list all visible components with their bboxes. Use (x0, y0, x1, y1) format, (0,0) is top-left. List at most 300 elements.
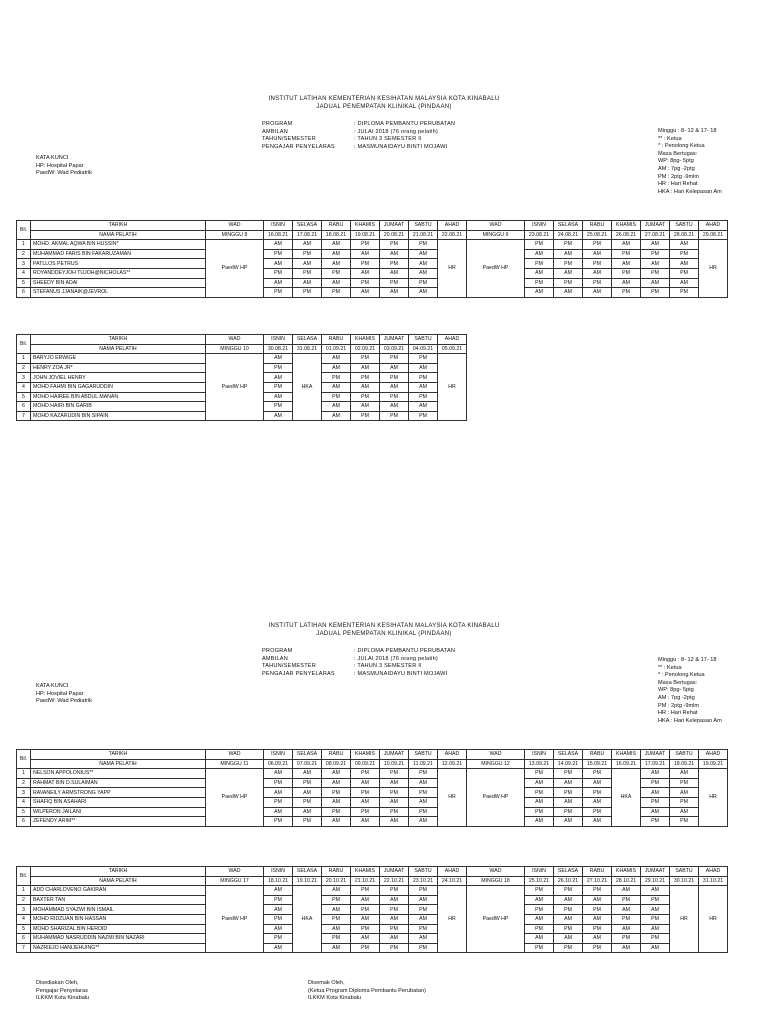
shift-cell: PM (409, 807, 438, 817)
rest-day-cell: HR (670, 886, 699, 953)
shift-cell: AM (322, 778, 351, 788)
date-header: 11.09.21 (409, 759, 438, 769)
trainee-name: PATLLOS PETRUS (31, 259, 206, 269)
shift-cell: AM (409, 778, 438, 788)
legend-line: Masa Bertugas: (658, 150, 698, 157)
date-header: 29.08.21 (699, 230, 728, 240)
tarikh-header: TARIKH (31, 750, 206, 760)
holiday-cell: HKA (293, 354, 322, 421)
shift-cell: AM (322, 249, 351, 259)
day-header: KHAMIS (612, 221, 641, 231)
kata-kunci (36, 155, 92, 178)
program-info (262, 648, 455, 678)
nama-header: NAMA PELATIH (31, 344, 206, 354)
row-number: 1 (17, 354, 31, 364)
day-header: ISNIN (525, 867, 554, 877)
shift-cell: PM (554, 924, 583, 934)
date-header: 17.09.21 (641, 759, 670, 769)
footer-line: ILKKM Kota Kinabalu (308, 995, 362, 1002)
day-header: AHAD (438, 750, 467, 760)
shift-cell: AM (380, 402, 409, 412)
wad-header: WAD (206, 221, 264, 231)
shift-cell: AM (351, 895, 380, 905)
ward-cell: PaedW HP (467, 240, 525, 298)
ward-cell: PaedW HP (206, 886, 264, 953)
date-header: 16.08.21 (264, 230, 293, 240)
shift-cell: PM (641, 797, 670, 807)
table-row (17, 249, 728, 259)
shift-cell: PM (264, 895, 293, 905)
shift-cell: PM (525, 240, 554, 250)
date-header: 22.08.21 (438, 230, 467, 240)
info-key: PROGRAM (262, 648, 293, 654)
row-number: 6 (17, 288, 31, 298)
kata-kunci (36, 683, 92, 706)
shift-cell: AM (409, 288, 438, 298)
legend-line: PM : 2ptg -9mlm (658, 702, 700, 709)
shift-cell: PM (264, 817, 293, 827)
shift-cell: AM (380, 914, 409, 924)
info-key: PROGRAM (262, 121, 293, 127)
shift-cell: PM (351, 411, 380, 421)
info-value: : MASMUNAIDAYU BINTI MOJAWI (354, 670, 448, 677)
day-header: JUMAAT (380, 750, 409, 760)
shift-cell: PM (641, 288, 670, 298)
shift-cell: PM (380, 905, 409, 915)
shift-cell: AM (322, 363, 351, 373)
day-header: JUMAAT (380, 221, 409, 231)
trainee-name: HENRY ZOA JR* (31, 363, 206, 373)
row-number: 6 (17, 934, 31, 944)
shift-cell: AM (409, 268, 438, 278)
day-header: SELASA (554, 221, 583, 231)
shift-cell: PM (670, 268, 699, 278)
shift-cell: AM (612, 943, 641, 953)
trainee-name: MOHAMMAD SYAZWI BIN ISMAIL (31, 905, 206, 915)
shift-cell: AM (583, 817, 612, 827)
day-header: AHAD (699, 750, 728, 760)
day-header: KHAMIS (612, 750, 641, 760)
day-header: ISNIN (525, 221, 554, 231)
rest-day-cell: HR (438, 769, 467, 827)
shift-cell: AM (409, 249, 438, 259)
shift-cell: PM (264, 797, 293, 807)
program-info (262, 121, 455, 151)
shift-cell: PM (380, 807, 409, 817)
shift-cell: PM (409, 354, 438, 364)
trainee-name: JOHN JOVIEL HENRY (31, 373, 206, 383)
row-number: 7 (17, 943, 31, 953)
row-number: 6 (17, 817, 31, 827)
shift-cell: PM (380, 788, 409, 798)
shift-cell: AM (583, 249, 612, 259)
nama-header: NAMA PELATIH (31, 876, 206, 886)
shift-cell: AM (409, 934, 438, 944)
shift-cell: PM (322, 807, 351, 817)
date-header: 14.09.21 (554, 759, 583, 769)
shift-cell: AM (380, 797, 409, 807)
shift-cell: PM (583, 769, 612, 779)
shift-cell: PM (409, 411, 438, 421)
shift-cell: PM (612, 249, 641, 259)
trainee-name: MOHD FAHMI BIN GAGARUDDIN (31, 382, 206, 392)
shift-cell: AM (264, 788, 293, 798)
date-header: 19.10.21 (293, 876, 322, 886)
shift-cell: AM (525, 268, 554, 278)
legend-line: PM : 2ptg -9mlm (658, 173, 700, 180)
day-header: RABU (322, 750, 351, 760)
day-header: AHAD (699, 867, 728, 877)
legend (658, 128, 722, 196)
shift-cell: PM (554, 259, 583, 269)
shift-cell: AM (525, 895, 554, 905)
shift-cell: AM (583, 797, 612, 807)
date-header: 20.10.21 (322, 876, 351, 886)
date-header: 19.08.21 (351, 230, 380, 240)
shift-cell: AM (264, 392, 293, 402)
schedule-table (16, 866, 728, 953)
day-header: ISNIN (525, 750, 554, 760)
shift-cell: AM (264, 769, 293, 779)
date-header: 06.09.21 (264, 759, 293, 769)
date-header: 05.09.21 (438, 344, 467, 354)
shift-cell: PM (670, 797, 699, 807)
shift-cell: PM (583, 807, 612, 817)
shift-cell: PM (380, 240, 409, 250)
shift-cell: AM (554, 914, 583, 924)
tarikh-header: TARIKH (31, 335, 206, 345)
info-value: : JULAI 2018 (76 orang pelatih) (354, 128, 438, 135)
date-header: 03.09.21 (380, 344, 409, 354)
shift-cell: PM (380, 259, 409, 269)
date-header: 28.10.21 (612, 876, 641, 886)
date-header: 31.10.21 (699, 876, 728, 886)
shift-cell: PM (351, 788, 380, 798)
trainee-name: MOHD KAZARUDIN BIN SIPAIN (31, 411, 206, 421)
info-key: AMBILAN (262, 655, 288, 662)
day-header: RABU (583, 750, 612, 760)
day-header: AHAD (438, 867, 467, 877)
week-label: MINGGU 9 (467, 230, 525, 240)
date-header: 16.09.21 (612, 759, 641, 769)
wad-header: WAD (206, 335, 264, 345)
shift-cell: AM (380, 288, 409, 298)
shift-cell: PM (322, 895, 351, 905)
shift-cell: AM (322, 797, 351, 807)
shift-cell: AM (583, 778, 612, 788)
table-row (17, 354, 467, 364)
shift-cell: AM (322, 402, 351, 412)
day-header: JUMAAT (641, 867, 670, 877)
trainee-name: BARYJO ERWIGE (31, 354, 206, 364)
day-header: SELASA (554, 750, 583, 760)
schedule-table (16, 334, 467, 421)
shift-cell: AM (525, 934, 554, 944)
trainee-name: MOHD HAIRI BIN GARIB (31, 402, 206, 412)
rest-day-cell: HR (438, 354, 467, 421)
shift-cell: AM (641, 240, 670, 250)
holiday-cell: HKA (293, 886, 322, 953)
date-header: 02.09.21 (351, 344, 380, 354)
trainee-name: SHEEDY BIN ADAI (31, 278, 206, 288)
shift-cell: PM (554, 886, 583, 896)
legend (658, 657, 722, 725)
bil-header: Bil. (17, 221, 31, 240)
day-header: RABU (322, 867, 351, 877)
shift-cell: AM (641, 278, 670, 288)
kata-line: PaedW: Wad Pediatrik (36, 698, 92, 705)
shift-cell: AM (322, 354, 351, 364)
day-header: RABU (322, 335, 351, 345)
day-header: JUMAAT (380, 335, 409, 345)
row-number: 2 (17, 249, 31, 259)
shift-cell: PM (670, 288, 699, 298)
date-header: 23.08.21 (525, 230, 554, 240)
date-header: 26.10.21 (554, 876, 583, 886)
wad-header: WAD (206, 750, 264, 760)
day-header: AHAD (438, 335, 467, 345)
day-header: ISNIN (264, 221, 293, 231)
shift-cell: AM (351, 268, 380, 278)
table-row (17, 934, 728, 944)
legend-line: ** : Ketua (658, 135, 682, 142)
shift-cell: PM (293, 797, 322, 807)
legend-line: Masa Bertugas: (658, 679, 698, 686)
day-header: SABTU (670, 750, 699, 760)
shift-cell: PM (293, 778, 322, 788)
shift-cell: PM (322, 914, 351, 924)
trainee-name: MOHD HAIREE BIN ABDUL MANAN (31, 392, 206, 402)
shift-cell: AM (641, 259, 670, 269)
date-header: 25.08.21 (583, 230, 612, 240)
shift-cell: AM (351, 778, 380, 788)
date-header: 13.09.21 (525, 759, 554, 769)
shift-cell: AM (264, 354, 293, 364)
shift-cell: AM (264, 259, 293, 269)
shift-cell: AM (264, 373, 293, 383)
date-header: 30.08.21 (264, 344, 293, 354)
shift-cell: PM (380, 769, 409, 779)
shift-cell: PM (351, 240, 380, 250)
date-header: 15.09.21 (583, 759, 612, 769)
shift-cell: AM (670, 788, 699, 798)
shift-cell: PM (525, 807, 554, 817)
trainee-name: ROYANDDEYJOH TUJOH@NICHOLAS** (31, 268, 206, 278)
bil-header: Bil. (17, 867, 31, 886)
rest-day-cell: HR (699, 886, 728, 953)
shift-cell: PM (641, 895, 670, 905)
week-label: MINGGU 10 (206, 344, 264, 354)
shift-cell: PM (351, 392, 380, 402)
wad-header: WAD (467, 867, 525, 877)
shift-cell: PM (583, 924, 612, 934)
shift-cell: PM (409, 886, 438, 896)
shift-cell: AM (380, 895, 409, 905)
shift-cell: PM (380, 278, 409, 288)
trainee-name: MOHD RIDZUAN BIN HASSAN (31, 914, 206, 924)
tarikh-header: TARIKH (31, 867, 206, 877)
table-row (17, 278, 728, 288)
ward-cell: PaedW HP (467, 886, 525, 953)
shift-cell: PM (583, 240, 612, 250)
day-header: SABTU (409, 335, 438, 345)
date-header: 04.09.21 (409, 344, 438, 354)
rest-day-cell: HR (438, 240, 467, 298)
shift-cell: PM (583, 886, 612, 896)
shift-cell: AM (293, 278, 322, 288)
shift-cell: AM (264, 924, 293, 934)
shift-cell: PM (612, 288, 641, 298)
shift-cell: PM (351, 278, 380, 288)
trainee-name: RAVANEILY ARMSTRONG YAPP (31, 788, 206, 798)
shift-cell: AM (351, 797, 380, 807)
row-number: 1 (17, 769, 31, 779)
shift-cell: PM (641, 778, 670, 788)
shift-cell: PM (554, 807, 583, 817)
shift-cell: AM (264, 905, 293, 915)
shift-cell: AM (554, 895, 583, 905)
shift-cell: PM (409, 905, 438, 915)
shift-cell: AM (641, 943, 670, 953)
shift-cell: AM (351, 934, 380, 944)
day-header: RABU (322, 221, 351, 231)
shift-cell: PM (525, 905, 554, 915)
rest-day-cell: HR (699, 240, 728, 298)
trainee-name: STEFANUS JJANAIK@JEVROL (31, 288, 206, 298)
shift-cell: PM (525, 259, 554, 269)
shift-cell: PM (351, 373, 380, 383)
date-header: 21.10.21 (351, 876, 380, 886)
shift-cell: PM (670, 249, 699, 259)
shift-cell: PM (380, 924, 409, 934)
shift-cell: AM (583, 288, 612, 298)
trainee-name: WILPERON JAILANI (31, 807, 206, 817)
trainee-name: ADD CHARLDVENO GAKIRAN (31, 886, 206, 896)
day-header: SABTU (670, 221, 699, 231)
date-header: 26.08.21 (612, 230, 641, 240)
table-row (17, 268, 728, 278)
shift-cell: AM (409, 797, 438, 807)
trainee-name: MOHD SHARIZAL BIN HEROID (31, 924, 206, 934)
day-header: SELASA (554, 867, 583, 877)
day-header: KHAMIS (351, 221, 380, 231)
info-value: : DIPLOMA PEMBANTU PERUBATAN (354, 648, 456, 654)
shift-cell: AM (670, 769, 699, 779)
legend-line: HR : Hari Rehat (658, 181, 698, 188)
shift-cell: AM (525, 914, 554, 924)
shift-cell: AM (583, 895, 612, 905)
row-number: 4 (17, 797, 31, 807)
shift-cell: AM (293, 769, 322, 779)
day-header: SABTU (670, 867, 699, 877)
shift-cell: AM (322, 924, 351, 934)
trainee-name: RAHMAT BIN D.SULAIMAN (31, 778, 206, 788)
shift-cell: PM (525, 278, 554, 288)
row-number: 2 (17, 778, 31, 788)
shift-cell: AM (293, 240, 322, 250)
week-label: MINGGU 18 (467, 876, 525, 886)
shift-cell: PM (264, 363, 293, 373)
shift-cell: AM (612, 886, 641, 896)
info-key: PENGAJAR PENYELARAS (262, 143, 335, 150)
shift-cell: PM (322, 934, 351, 944)
shift-cell: PM (583, 788, 612, 798)
shift-cell: PM (351, 886, 380, 896)
row-number: 4 (17, 268, 31, 278)
trainee-name: MUHAMMAD FARIS BIN FAKARUZAMAN (31, 249, 206, 259)
shift-cell: AM (264, 886, 293, 896)
shift-cell: PM (612, 268, 641, 278)
info-key: PENGAJAR PENYELARAS (262, 670, 335, 677)
table-row (17, 924, 728, 934)
day-header: AHAD (699, 221, 728, 231)
week-label: MINGGU 12 (467, 759, 525, 769)
shift-cell: PM (583, 943, 612, 953)
shift-cell: AM (351, 817, 380, 827)
date-header: 27.08.21 (641, 230, 670, 240)
week-label: MINGGU 17 (206, 876, 264, 886)
shift-cell: PM (351, 905, 380, 915)
row-number: 4 (17, 914, 31, 924)
trainee-name: SHAFIQ BIN ASAHARI (31, 797, 206, 807)
rest-day-cell: HR (699, 769, 728, 827)
shift-cell: AM (583, 914, 612, 924)
shift-cell: PM (583, 259, 612, 269)
date-header: 23.10.21 (409, 876, 438, 886)
date-header: 30.10.21 (670, 876, 699, 886)
shift-cell: AM (612, 240, 641, 250)
row-number: 2 (17, 895, 31, 905)
shift-cell: AM (293, 807, 322, 817)
holiday-cell: HKA (612, 769, 641, 827)
schedule-table (16, 220, 728, 298)
shift-cell: PM (612, 934, 641, 944)
shift-cell: PM (409, 240, 438, 250)
shift-cell: PM (293, 249, 322, 259)
day-header: AHAD (438, 221, 467, 231)
shift-cell: PM (264, 249, 293, 259)
legend-line: HR : Hari Rehat (658, 710, 698, 717)
shift-cell: AM (322, 240, 351, 250)
shift-cell: PM (322, 788, 351, 798)
table-row (17, 886, 728, 896)
shift-cell: AM (264, 411, 293, 421)
ward-cell: PaedW HP (206, 354, 264, 421)
info-key: TAHUN/SEMESTER (262, 136, 316, 143)
row-number: 5 (17, 807, 31, 817)
shift-cell: PM (380, 943, 409, 953)
shift-cell: AM (351, 363, 380, 373)
date-header: 08.09.21 (322, 759, 351, 769)
shift-cell: PM (409, 373, 438, 383)
table-row (17, 288, 728, 298)
table-row (17, 240, 728, 250)
shift-cell: PM (641, 817, 670, 827)
shift-cell: AM (322, 259, 351, 269)
shift-cell: PM (264, 268, 293, 278)
shift-cell: AM (409, 895, 438, 905)
trainee-name: BAXTER TAN (31, 895, 206, 905)
shift-cell: AM (380, 934, 409, 944)
shift-cell: AM (612, 924, 641, 934)
row-number: 3 (17, 373, 31, 383)
table-row (17, 895, 728, 905)
info-value: : DIPLOMA PEMBANTU PERUBATAN (354, 121, 456, 127)
shift-cell: AM (322, 943, 351, 953)
shift-cell: PM (380, 373, 409, 383)
shift-cell: AM (525, 778, 554, 788)
shift-cell: AM (351, 914, 380, 924)
